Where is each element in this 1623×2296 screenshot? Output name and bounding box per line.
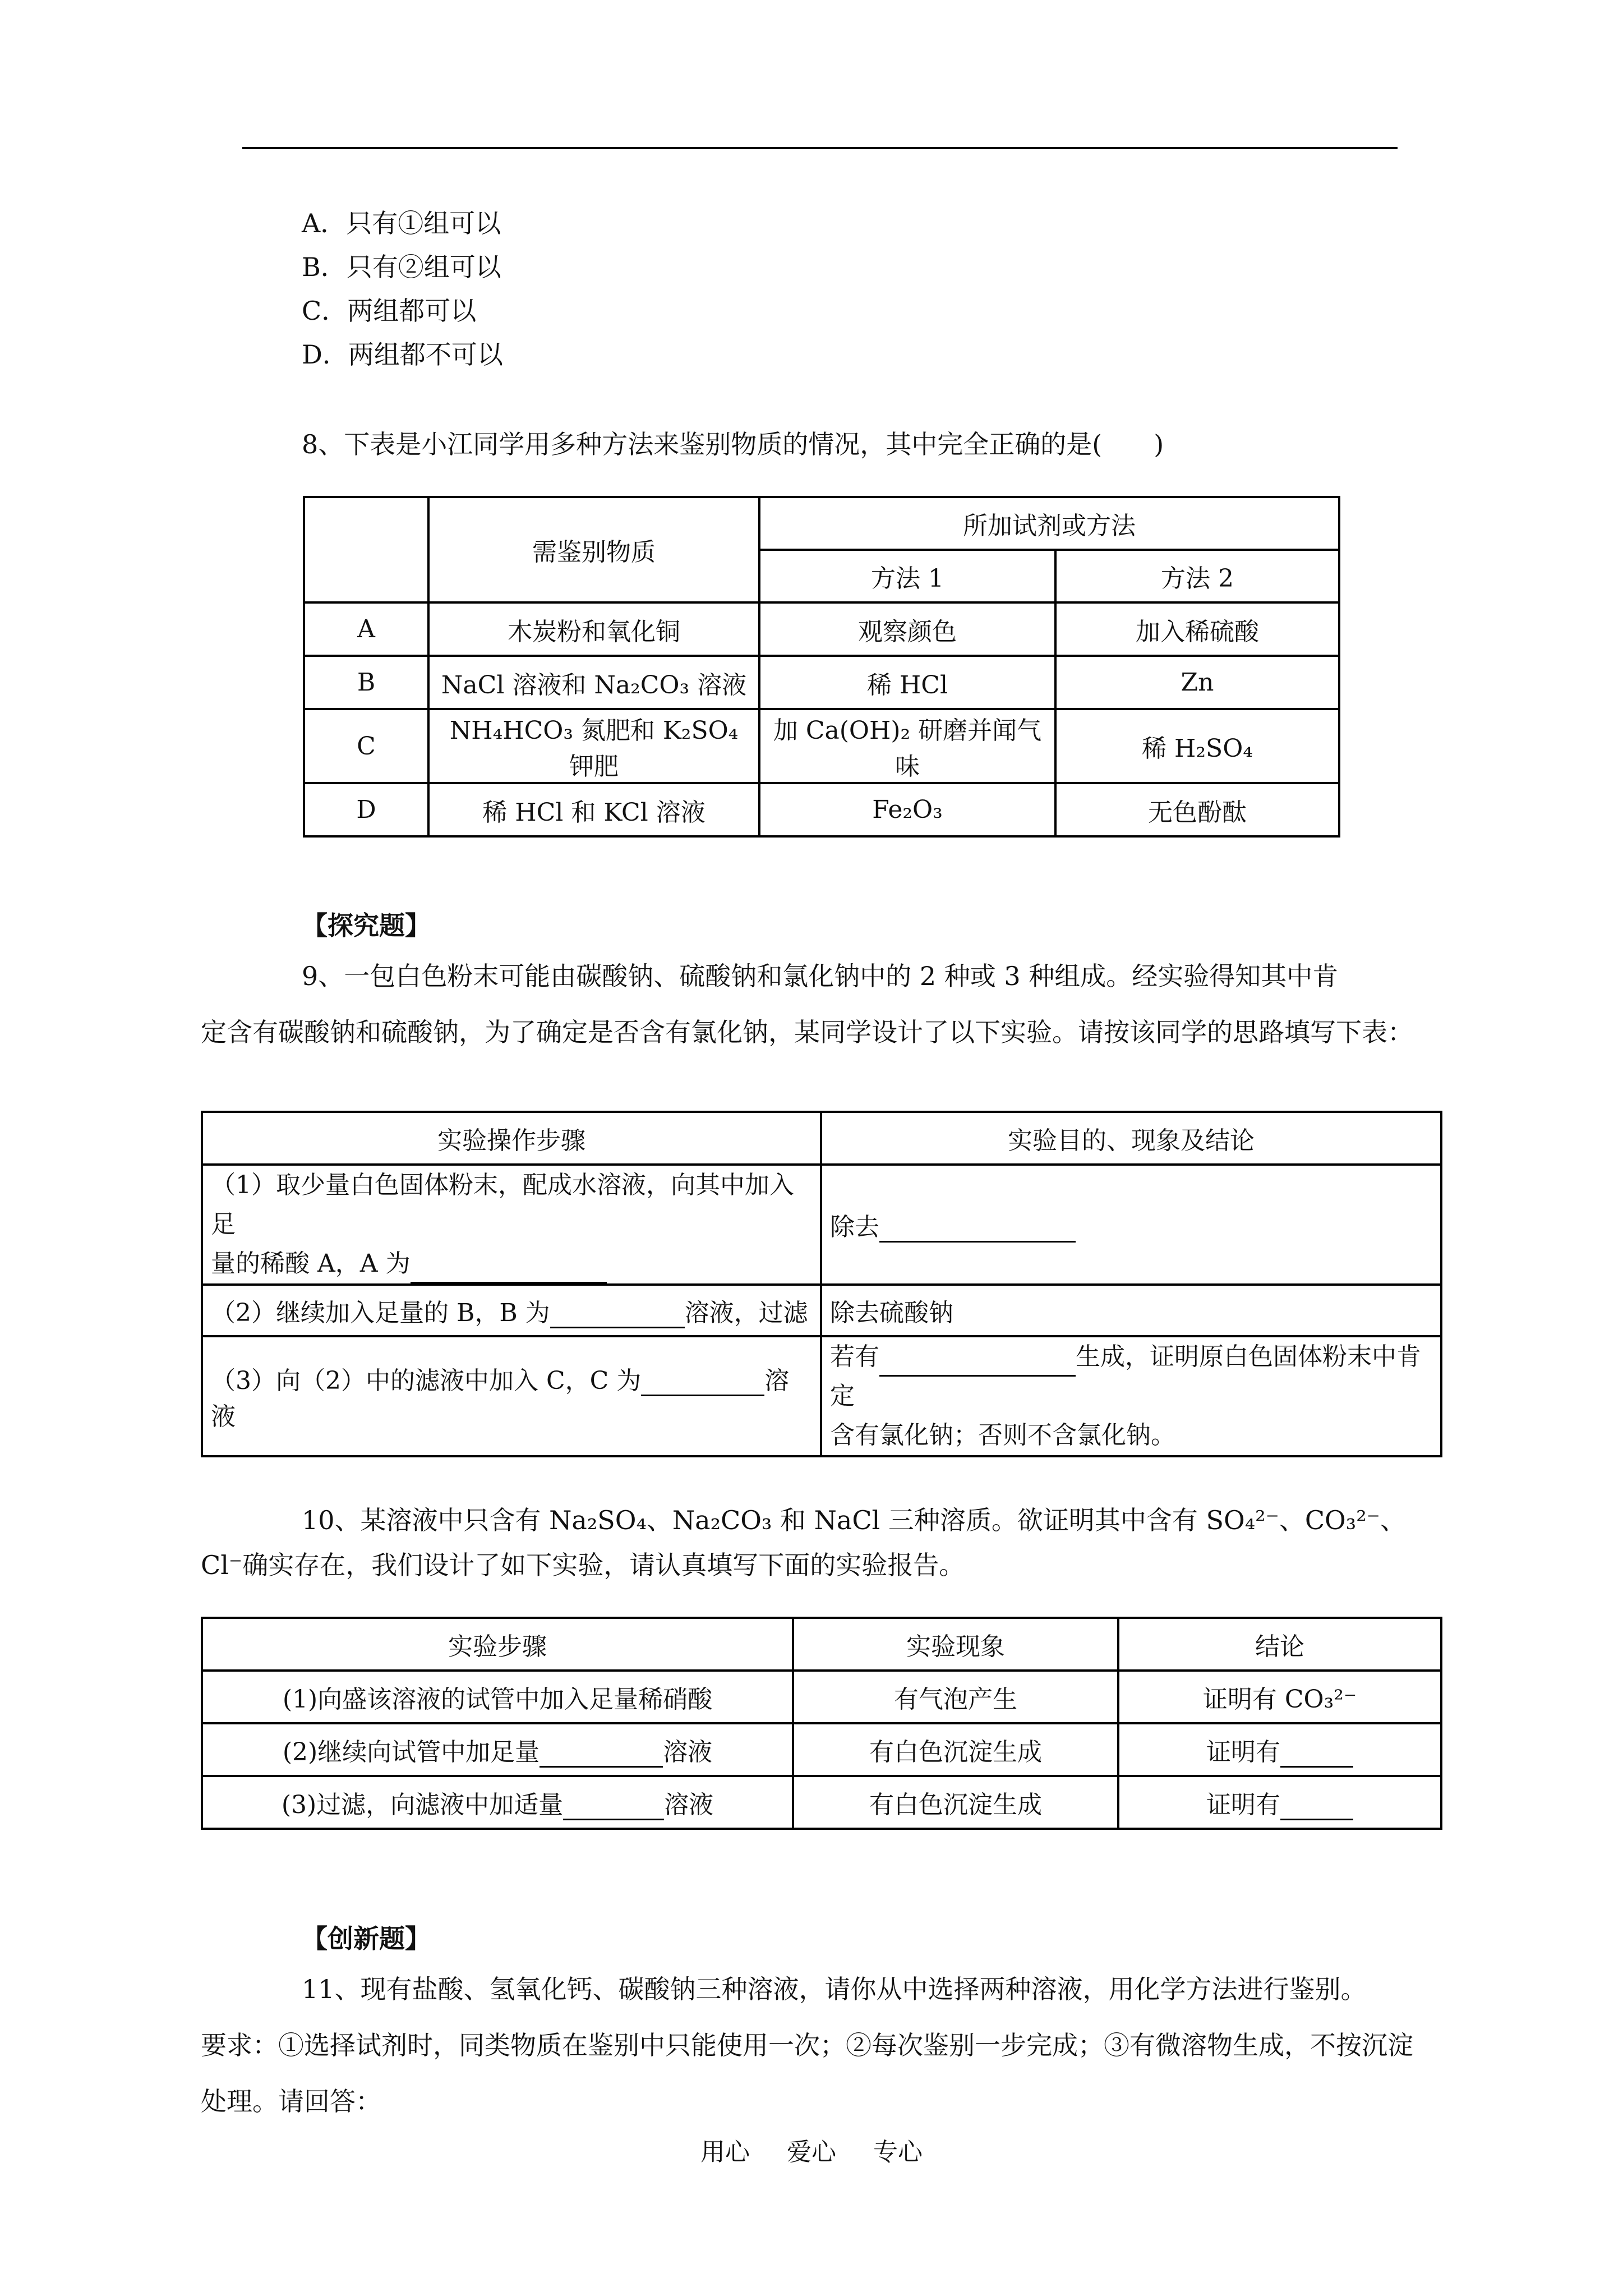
- option-d: D．两组都不可以: [302, 339, 503, 370]
- option-c: C．两组都可以: [302, 296, 477, 326]
- row-method2: 稀 H₂SO₄: [1055, 709, 1339, 783]
- q10-header-phenomenon: 实验现象: [793, 1618, 1118, 1671]
- q9-row2-step-text-b: 溶液，过滤: [684, 1299, 808, 1327]
- q9-row2-purpose: 除去硫酸钠: [821, 1285, 1441, 1336]
- q9-header-steps: 实验操作步骤: [202, 1112, 821, 1165]
- q9-stem: [201, 948, 1423, 1060]
- q10-stem-line1: 10、某溶液中只含有 Na₂SO₄、Na₂CO₃ 和 NaCl 三种溶质。欲证明其中含有 SO₄²⁻、CO₃²⁻、: [302, 1505, 1406, 1535]
- q10-table: [201, 1617, 1442, 1830]
- q9-row1-step-text-a: （1）取少量白色固体粉末，配成水溶液，向其中加入足: [211, 1171, 794, 1239]
- q9-header-purpose: 实验目的、现象及结论: [821, 1112, 1441, 1165]
- section-innovate-heading: 【创新题】: [302, 1924, 431, 1954]
- q10-row2-step-text-b: 溶液: [663, 1738, 713, 1766]
- q8-header-method2: 方法 2: [1055, 550, 1339, 602]
- row-method2: 无色酚酞: [1055, 783, 1339, 836]
- answer-blank[interactable]: [1280, 1792, 1353, 1820]
- answer-blank[interactable]: [540, 1739, 663, 1768]
- table-row: [304, 783, 1339, 836]
- q9-row1-purpose-text: 除去: [830, 1213, 879, 1241]
- q9-row3-purpose-text-b: 生成，证明原白色固体粉末中肯定: [830, 1342, 1421, 1410]
- table-row: [304, 602, 1339, 656]
- q9-row3-step: [202, 1336, 821, 1456]
- row-label: C: [304, 709, 428, 783]
- q8-header-method1: 方法 1: [759, 550, 1055, 602]
- q10-header-conclusion: 结论: [1118, 1618, 1441, 1671]
- page-footer: [0, 2132, 1623, 2168]
- row-method1: 观察颜色: [759, 602, 1055, 656]
- q8-stem: 8、下表是小江同学用多种方法来鉴别物质的情况，其中完全正确的是( ): [302, 429, 1164, 459]
- q9-row3-purpose: [821, 1336, 1441, 1456]
- q9-row1-step: [202, 1165, 821, 1285]
- q9-row3-purpose-text-c: 含有氯化钠；否则不含氯化钠。: [830, 1421, 1175, 1450]
- table-row: [202, 1671, 1441, 1723]
- q8-header-substance: 需鉴别物质: [428, 497, 759, 602]
- q10-row3-step-text-b: 溶液: [664, 1791, 714, 1819]
- answer-blank[interactable]: [1280, 1739, 1353, 1768]
- q10-row3-conclusion-text: 证明有: [1206, 1791, 1280, 1819]
- row-substance: NH₄HCO₃ 氮肥和 K₂SO₄ 钾肥: [428, 709, 759, 783]
- answer-blank[interactable]: [879, 1214, 1076, 1243]
- table-row: [304, 709, 1339, 783]
- q10-row2-conclusion: [1118, 1723, 1441, 1776]
- q9-stem-rest: 定含有碳酸钠和硫酸钠，为了确定是否含有氯化钠，某同学设计了以下实验。请按该同学的思路填写下表：: [201, 1017, 1413, 1047]
- footer-word: 专心: [873, 2138, 923, 2166]
- q9-row3-purpose-text-a: 若有: [830, 1342, 879, 1371]
- q10-row2-conclusion-text: 证明有: [1206, 1738, 1280, 1766]
- row-method2: Zn: [1055, 656, 1339, 709]
- row-method2: 加入稀硫酸: [1055, 602, 1339, 656]
- q10-row3-step-text-a: (3)过滤，向滤液中加适量: [281, 1791, 564, 1819]
- q9-row2-step-text-a: （2）继续加入足量的 B，B 为: [211, 1299, 550, 1327]
- q9-table: [201, 1111, 1442, 1457]
- row-label: B: [304, 656, 428, 709]
- q10-row3-phenomenon: 有白色沉淀生成: [793, 1776, 1118, 1829]
- answer-blank[interactable]: [641, 1368, 764, 1396]
- q9-row1-purpose: [821, 1165, 1441, 1285]
- section-explore-heading: 【探究题】: [302, 910, 431, 941]
- table-row: [202, 1336, 1441, 1456]
- q9-row1-step-text-b: 量的稀酸 A，A 为: [211, 1249, 411, 1278]
- q10-row2-step-text-a: (2)继续向试管中加足量: [282, 1738, 540, 1766]
- q9-row3-step-text-a: （3）向（2）中的滤液中加入 C，C 为: [211, 1366, 642, 1395]
- row-method1: 稀 HCl: [759, 656, 1055, 709]
- row-substance: 木炭粉和氧化铜: [428, 602, 759, 656]
- table-row: [304, 656, 1339, 709]
- q8-table: [303, 496, 1340, 838]
- option-a: A．只有①组可以: [302, 208, 501, 238]
- option-b: B．只有②组可以: [302, 252, 501, 282]
- q8-header-reagent: 所加试剂或方法: [759, 497, 1339, 550]
- q10-row1-conclusion: 证明有 CO₃²⁻: [1118, 1671, 1441, 1723]
- footer-word: 爱心: [787, 2138, 836, 2166]
- row-label: D: [304, 783, 428, 836]
- row-method1: 加 Ca(OH)₂ 研磨并闻气味: [759, 709, 1055, 783]
- row-substance: NaCl 溶液和 Na₂CO₃ 溶液: [428, 656, 759, 709]
- table-row: [202, 1723, 1441, 1776]
- q11-stem: [201, 1961, 1423, 2129]
- table-row: [202, 1165, 1441, 1285]
- q10-row3-conclusion: [1118, 1776, 1441, 1829]
- q10-row1-phenomenon: 有气泡产生: [793, 1671, 1118, 1723]
- q10-row2-phenomenon: 有白色沉淀生成: [793, 1723, 1118, 1776]
- q10-row1-step: (1)向盛该溶液的试管中加入足量稀硝酸: [202, 1671, 793, 1723]
- q9-row3-step-text-b: 溶液: [211, 1366, 790, 1431]
- row-method1: Fe₂O₃: [759, 783, 1055, 836]
- table-row: [202, 1285, 1441, 1336]
- q10-row2-step: [202, 1723, 793, 1776]
- table-row: [202, 1776, 1441, 1829]
- q10-stem-line2: Cl⁻确实存在，我们设计了如下实验，请认真填写下面的实验报告。: [201, 1550, 965, 1580]
- q8-corner-cell: [304, 497, 428, 602]
- answer-blank[interactable]: [563, 1792, 664, 1820]
- q11-stem-line1: 11、现有盐酸、氢氧化钙、碳酸钠三种溶液，请你从中选择两种溶液，用化学方法进行鉴别。: [302, 1974, 1367, 2004]
- q11-stem-rest: 要求：①选择试剂时，同类物质在鉴别中只能使用一次；②每次鉴别一步完成；③有微溶物生成，不按沉淀处理。请回答：: [201, 2030, 1413, 2116]
- answer-blank[interactable]: [879, 1348, 1076, 1377]
- answer-blank[interactable]: [550, 1300, 685, 1328]
- header-rule: [242, 147, 1398, 149]
- q10-row3-step: [202, 1776, 793, 1829]
- q10-header-steps: 实验步骤: [202, 1618, 793, 1671]
- footer-word: 用心: [700, 2138, 750, 2166]
- answer-blank[interactable]: [411, 1255, 607, 1283]
- q9-row2-step: [202, 1285, 821, 1336]
- row-label: A: [304, 602, 428, 656]
- q9-stem-line1: 9、一包白色粉末可能由碳酸钠、硫酸钠和氯化钠中的 2 种或 3 种组成。经实验得知其中肯: [302, 961, 1339, 991]
- row-substance: 稀 HCl 和 KCl 溶液: [428, 783, 759, 836]
